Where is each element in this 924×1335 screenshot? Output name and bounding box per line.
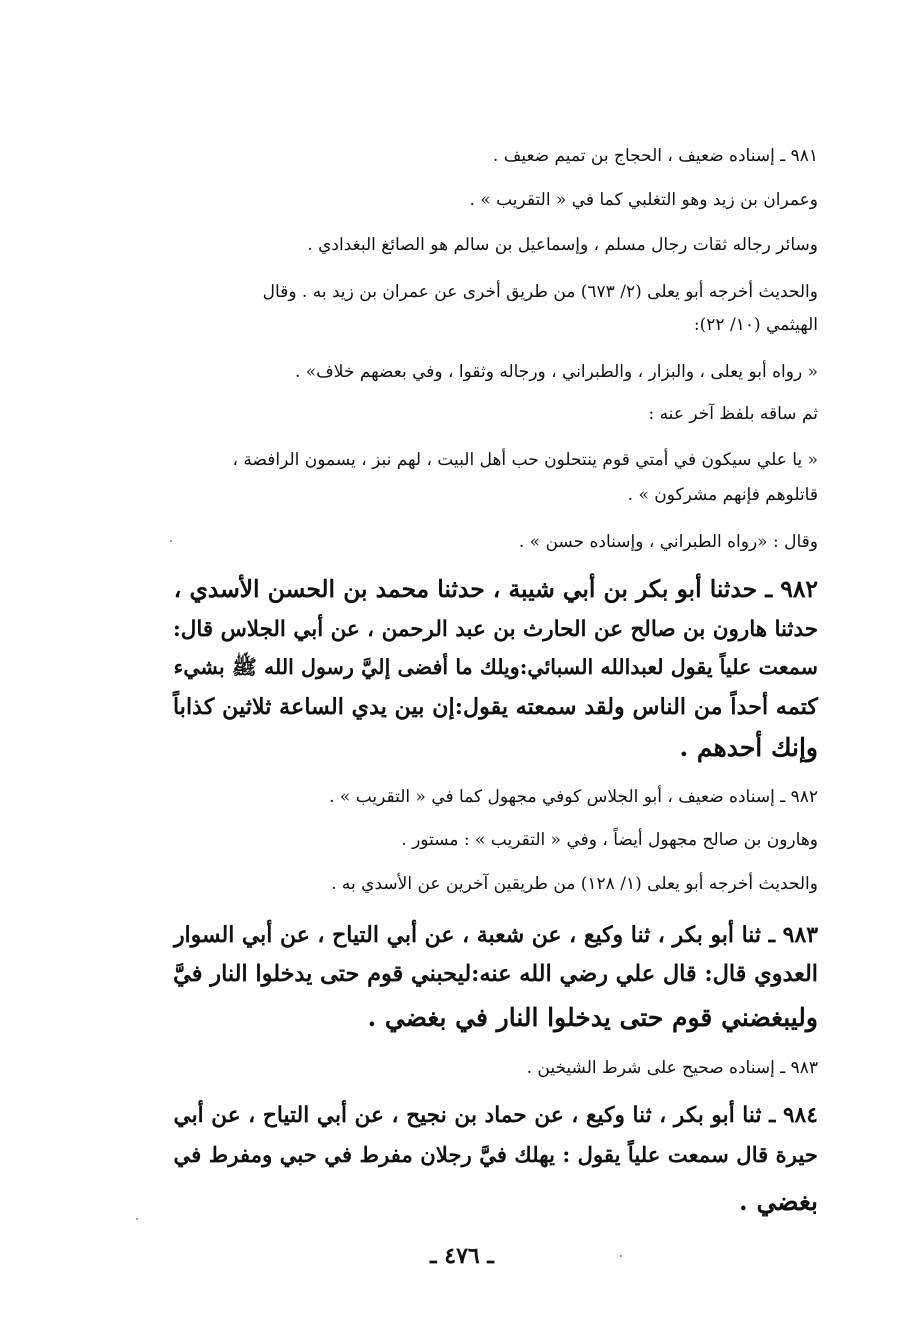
footnote-981-line-5: الهيثمي (١٠/ ٢٢): [693, 315, 818, 335]
footnote-981-line-7: ثم ساقه بلفظ آخر عنه : [648, 404, 818, 424]
hadith-982-line-5: وإنك أحدهم . [679, 733, 818, 762]
hadith-983-line-1: ٩٨٣ ـ ثنا أبو بكر ، ثنا وكيع ، عن شعبة ، عن أبي التياح ، عن أبي السوار [173, 922, 818, 948]
hadith-982-line-4: كتمه أحداً من الناس ولقد سمعته يقول:إن بين يدي الساعة ثلاثين كذاباً [173, 694, 818, 720]
footnote-982-line-1: ٩٨٢ ـ إسناده ضعيف ، أبو الجلاس كوفي مجهول كما في « التقريب » . [329, 787, 818, 807]
hadith-982-line-3: سمعت علياً يقول لعبدالله السبائي:ويلك ما أفضى إليَّ رسول الله ﷺ بشيء [173, 655, 818, 679]
footnote-982-line-2: وهارون بن صالح مجهول أيضاً ، وفي « التقريب » : مستور . [401, 830, 818, 850]
scan-speck [170, 540, 172, 542]
hadith-982-line-1: ٩٨٢ ـ حدثنا أبو بكر بن أبي شيبة ، حدثنا محمد بن الحسن الأسدي ، [173, 575, 818, 603]
footnote-981-line-2: وعمران بن زيد وهو التغلبي كما في « التقريب » . [469, 190, 818, 210]
hadith-982-line-2: حدثنا هارون بن صالح عن الحارث بن عبد الرحمن ، عن أبي الجلاس قال: [172, 617, 818, 642]
footnote-981-line-3: وسائر رجاله ثقات رجال مسلم ، وإسماعيل بن سالم هو الصائغ البغدادي . [307, 235, 818, 255]
scan-speck [620, 1255, 622, 1257]
footnote-982-line-3: والحديث أخرجه أبو يعلى (١/ ١٢٨) من طريقين آخرين عن الأسدي به . [331, 874, 818, 894]
footnote-981-line-6: « رواه أبو يعلى ، والبزار ، والطبراني ، ورجاله وثقوا ، وفي بعضهم خلاف» . [294, 362, 818, 382]
hadith-983-line-2: العدوي قال: قال علي رضي الله عنه:ليحبني قوم حتى يدخلوا النار فيَّ [173, 961, 818, 987]
footnote-981-line-1: ٩٨١ ـ إسناده ضعيف ، الحجاج بن تميم ضعيف . [492, 146, 818, 166]
scan-speck [136, 1218, 138, 1220]
footnote-981-line-8: « يا علي سيكون في أمتي قوم ينتحلون حب أهل البيت ، لهم نبز ، يسمون الرافضة ، [232, 450, 818, 470]
hadith-984-line-3: بغضي . [739, 1187, 818, 1216]
hadith-984-line-1: ٩٨٤ ـ ثنا أبو بكر ، ثنا وكيع ، عن حماد بن نجيح ، عن أبي التياح ، عن أبي [173, 1103, 818, 1128]
footnote-983-line-1: ٩٨٣ ـ إسناده صحيح على شرط الشيخين . [526, 1058, 818, 1078]
hadith-984-line-2: حيرة قال سمعت علياً يقول : يهلك فيَّ رجلان مفرط في حبي ومفرط في [173, 1143, 818, 1168]
footnote-981-line-9: قاتلوهم فإنهم مشركون » . [627, 485, 818, 505]
hadith-983-line-3: وليبغضني قوم حتى يدخلوا النار في بغضي . [367, 1003, 818, 1032]
footnote-981-line-4: والحديث أخرجه أبو يعلى (٢/ ٦٧٣) من طريق أخرى عن عمران بن زيد به . وقال [262, 282, 818, 302]
page-number: ـ ٤٧٦ ـ [430, 1243, 494, 1269]
footnote-981-line-10: وقال : «رواه الطبراني ، وإسناده حسن » . [518, 532, 818, 552]
